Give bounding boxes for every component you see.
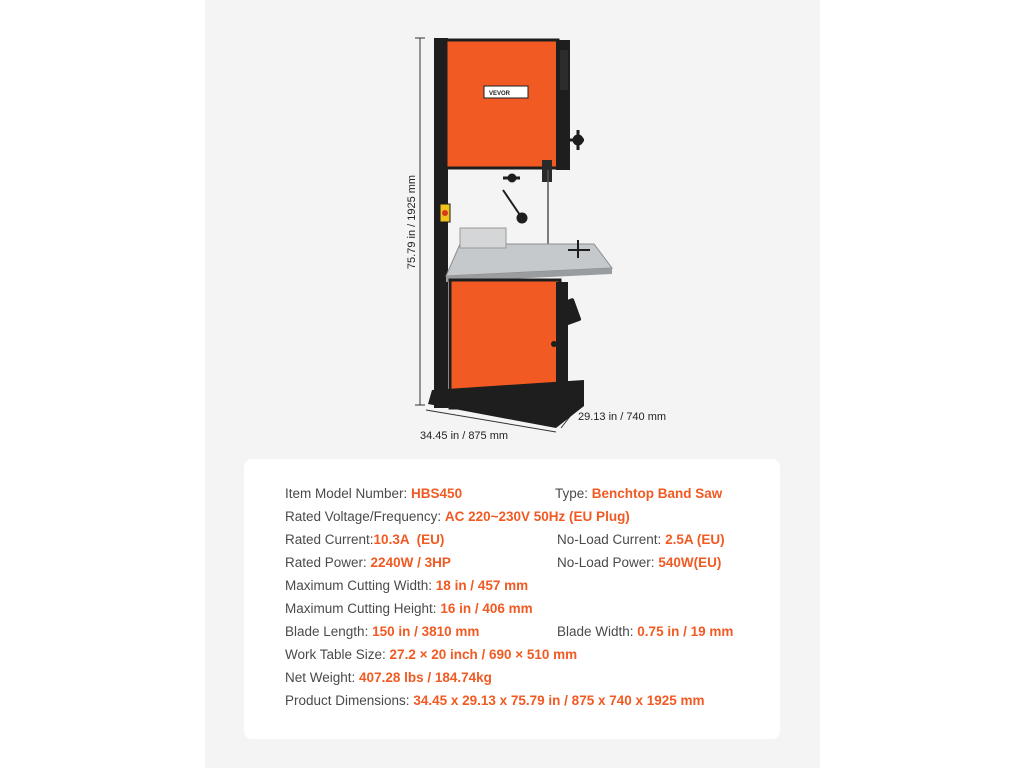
spec-label: Rated Current: <box>285 532 374 547</box>
spec-blade-width <box>557 623 733 641</box>
spec-value: 2240W / 3HP <box>370 555 451 570</box>
spec-label: Blade Length: <box>285 624 373 639</box>
spec-label: Maximum Cutting Height: <box>285 601 441 616</box>
dimension-height-label: 75.79 in / 1925 mm <box>406 174 418 270</box>
spec-blade-length <box>285 623 479 641</box>
upper-wheel-cover <box>446 40 558 168</box>
dimension-width-label: 34.45 in / 875 mm <box>420 430 509 442</box>
tension-handle <box>570 130 584 150</box>
upper-arm-side <box>560 50 568 90</box>
spec-net-weight <box>285 669 492 687</box>
spec-label: Maximum Cutting Width: <box>285 578 436 593</box>
spec-type <box>555 485 722 503</box>
spec-value: Benchtop Band Saw <box>591 486 723 501</box>
spec-value: AC 220~230V 50Hz (EU Plug) <box>444 509 630 524</box>
spec-noload-current <box>557 531 725 549</box>
spec-value: 10.3A (EU) <box>373 532 445 547</box>
spec-value: HBS450 <box>411 486 463 501</box>
spec-product-dimensions <box>285 692 705 710</box>
spec-value: 0.75 in / 19 mm <box>637 624 734 639</box>
spec-value: 34.45 x 29.13 x 75.79 in / 875 x 740 x 1925 mm <box>413 693 705 708</box>
spec-noload-power <box>557 554 721 572</box>
brand-logo-text: VEVOR <box>489 91 511 97</box>
spec-value: 2.5A (EU) <box>665 532 725 547</box>
spec-current <box>285 531 444 549</box>
spec-label: Item Model Number: <box>285 486 412 501</box>
spec-cut-width <box>285 577 528 595</box>
spec-label: No-Load Power: <box>557 555 659 570</box>
spec-label: Type: <box>555 486 592 501</box>
spec-model <box>285 485 462 503</box>
dimension-depth-label: 29.13 in / 740 mm <box>578 411 667 423</box>
spec-label: Net Weight: <box>285 670 360 685</box>
spec-voltage <box>285 508 630 526</box>
spec-value: 27.2 × 20 inch / 690 × 510 mm <box>389 647 578 662</box>
spec-label: No-Load Current: <box>557 532 666 547</box>
spec-value: 540W(EU) <box>658 555 722 570</box>
spec-value: 150 in / 3810 mm <box>372 624 480 639</box>
spec-power <box>285 554 451 572</box>
spec-value: 16 in / 406 mm <box>440 601 533 616</box>
blade-guide <box>542 160 552 182</box>
spec-cut-height <box>285 600 533 618</box>
spec-label: Work Table Size: <box>285 647 390 662</box>
spec-label: Blade Width: <box>557 624 638 639</box>
spec-label: Rated Voltage/Frequency: <box>285 509 445 524</box>
spec-value: 18 in / 457 mm <box>435 578 529 593</box>
spec-table-size <box>285 646 577 664</box>
spec-label: Rated Power: <box>285 555 371 570</box>
spec-value: 407.28 lbs / 184.74kg <box>359 670 492 685</box>
rip-fence <box>460 228 506 248</box>
spec-label: Product Dimensions: <box>285 693 414 708</box>
